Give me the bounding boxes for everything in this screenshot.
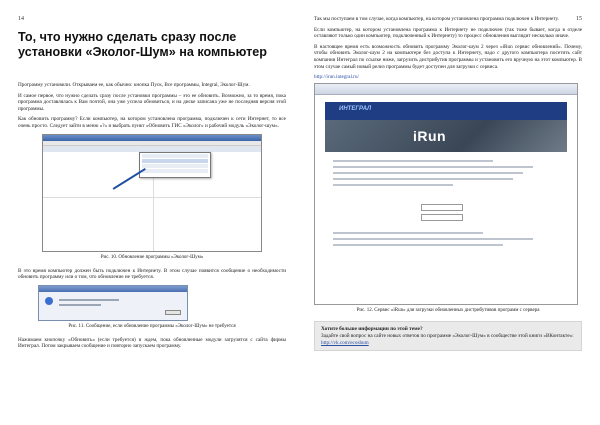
- page-number-left: 14: [18, 16, 24, 22]
- page-number-right: 15: [576, 16, 582, 22]
- paragraph: Если компьютер, на котором установлена программа к Интернету не подключен (так тоже бывает, когда в отделе оставляют только один компьютер, подключенный к Интернету) то процесс обновления выглядит несколько иначе.: [314, 26, 582, 40]
- irun-hero-text: iRun: [413, 128, 447, 145]
- figure-caption: Рис. 10. Обновление программы «Эколог-Шум»: [100, 254, 204, 260]
- figure-caption: Рис. 11. Сообщение, если обновление программы «Эколог-Шум» не требуется: [68, 323, 236, 329]
- page-title: То, что нужно сделать сразу после установки «Эколог-Шум» на компьютер: [18, 30, 267, 59]
- password-field: [421, 214, 463, 221]
- info-icon: [45, 297, 53, 305]
- right-page: [300, 0, 600, 425]
- pointer-arrow: [113, 168, 146, 189]
- integral-logo: ИНТЕГРАЛ: [339, 106, 372, 113]
- browser-chrome: [315, 84, 577, 95]
- paragraph: Как обновить программу? Если компьютер, на котором установлена программа, подключен к сети Интернет, то все очень просто. Следует зайти в меню «?» и выбрать пункт «Обновить ГИС «Эколог» и рабочий модуль «Эколог-шум».: [18, 116, 286, 129]
- paragraph: В настоящее время есть возможность обновить программу Эколог-шум 2 через «iRun сервис обновлений». Почему, чтобы обновить Эколог-шум 2 на компьютере без доступа к Интернету, надо с другого компьютера посетить сайт компании Интеграл по ссылке ниже, загрузить дистрибутив программы и установить его вручную на этот компьютер. В этом случае самый новый релиз программы будет доступен для загрузки с сервиса.: [314, 43, 582, 70]
- figure-no-update-dialog: [38, 285, 188, 321]
- window-canvas: [43, 152, 261, 251]
- login-field: [421, 204, 463, 211]
- help-menu-dropdown: [139, 152, 211, 178]
- dialog-titlebar: [39, 286, 187, 292]
- info-box-title: Хотите больше информации по этой теме?: [321, 326, 423, 333]
- ok-button: [165, 310, 181, 315]
- figure-irun-browser-screenshot: [314, 83, 578, 305]
- site-hero-image: [325, 120, 567, 152]
- figure-caption: Рис. 12. Сервис «iRun» для загрузки обновленных дистрибутивов программ с сервера: [356, 308, 540, 314]
- paragraph: Нажимаем кнопочку «Обновить» (если требуется) и ждем, пока обновленные модули загрузятся с сайта фирмы Интеграл. Потом закрываем сообщение и повторно запускаем программу.: [18, 336, 286, 350]
- paragraph: И самое первое, что нужно сделать сразу после установки программы – это ее обновить. Возможно, за то время, пока программа доставлялась к Вам почтой, она уже успела обновиться, и на диске записана уже не последняя версия этой программы.: [18, 92, 286, 112]
- vk-link[interactable]: http://vk.com/ecoshum: [321, 339, 369, 346]
- paragraph: В это время компьютер должен быть подключен к Интернету. В этом случае появится сообщение о необходимости обновить программу или о том, что обновление не требуется.: [18, 267, 286, 281]
- irun-link[interactable]: http://irun.integral.ru/: [314, 74, 359, 81]
- paragraph: Программу установили. Открываем ее, как обычно: кнопка Пуск, Все программы, Integral, Эколог-Шум.: [18, 82, 250, 88]
- figure-update-menu-screenshot: [42, 134, 262, 252]
- info-box-text: Задайте свой вопрос на сайте новых ответов по программе «Эколог-Шум» в сообществе этой книги «ВКонтакте»:: [321, 333, 574, 340]
- info-box: [314, 321, 582, 351]
- paragraph: Так мы поступаем в том случае, когда компьютер, на котором установлена программа подключен к Интернету.: [314, 16, 559, 22]
- site-content: [325, 152, 567, 298]
